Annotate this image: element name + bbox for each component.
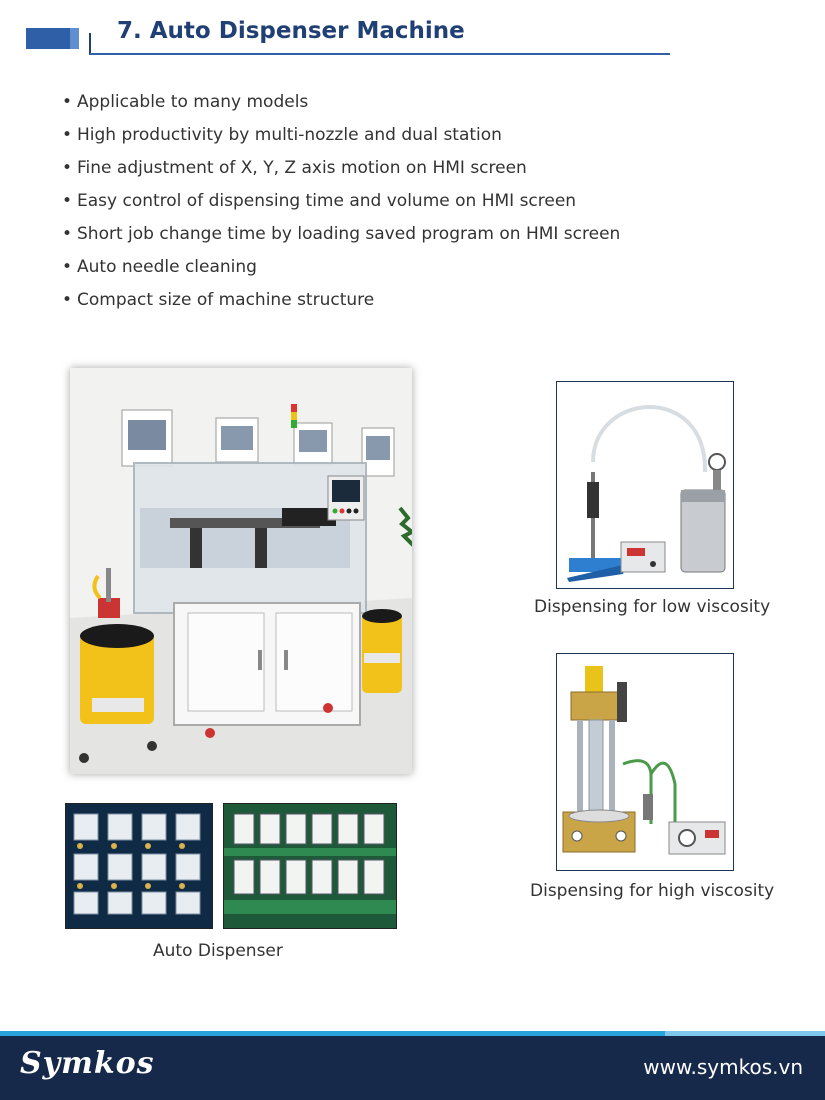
- feature-item: [62, 86, 742, 119]
- feature-item: [62, 185, 742, 218]
- low-viscosity-caption: Dispensing for low viscosity: [534, 597, 771, 617]
- auto-dispenser-machine-photo: [70, 368, 412, 774]
- pcb-photo-dark: [65, 803, 213, 929]
- high-viscosity-dispenser-photo: [556, 653, 734, 871]
- bullet-icon: •: [62, 125, 73, 145]
- bullet-icon: •: [62, 158, 73, 178]
- machine-illustration: [70, 368, 412, 774]
- header-tick: [89, 33, 91, 55]
- feature-item: [62, 152, 742, 185]
- high-viscosity-caption: Dispensing for high viscosity: [530, 881, 775, 901]
- bullet-icon: •: [62, 224, 73, 244]
- pcb-dark-illustration: [66, 804, 212, 928]
- page-title: 7. Auto Dispenser Machine: [117, 18, 465, 44]
- feature-list: [62, 86, 742, 317]
- bullet-icon: •: [62, 92, 73, 112]
- low-viscosity-dispenser-photo: [556, 381, 734, 589]
- header-underline: [89, 53, 670, 55]
- feature-item: [62, 119, 742, 152]
- low-viscosity-illustration: [557, 382, 733, 588]
- bullet-icon: •: [62, 191, 73, 211]
- feature-text: Compact size of machine structure: [77, 290, 375, 310]
- feature-item: [62, 251, 742, 284]
- feature-text: Applicable to many models: [77, 92, 309, 112]
- pcb-green-illustration: [224, 804, 396, 928]
- high-viscosity-illustration: [557, 654, 733, 870]
- feature-text: Short job change time by loading saved program on HMI screen: [77, 224, 621, 244]
- auto-dispenser-caption: Auto Dispenser: [153, 941, 283, 961]
- feature-item: [62, 284, 742, 317]
- website-url[interactable]: www.symkos.vn: [643, 1055, 803, 1079]
- feature-text: Easy control of dispensing time and volume on HMI screen: [77, 191, 577, 211]
- feature-item: [62, 218, 742, 251]
- feature-text: High productivity by multi-nozzle and dual station: [77, 125, 502, 145]
- feature-text: Fine adjustment of X, Y, Z axis motion on HMI screen: [77, 158, 527, 178]
- bullet-icon: •: [62, 290, 73, 310]
- feature-text: Auto needle cleaning: [77, 257, 257, 277]
- header-accent-block: [26, 28, 70, 49]
- pcb-photo-green: [223, 803, 397, 929]
- header-accent-block-light: [70, 28, 79, 49]
- bullet-icon: •: [62, 257, 73, 277]
- symkos-logo: Symkos: [20, 1046, 155, 1081]
